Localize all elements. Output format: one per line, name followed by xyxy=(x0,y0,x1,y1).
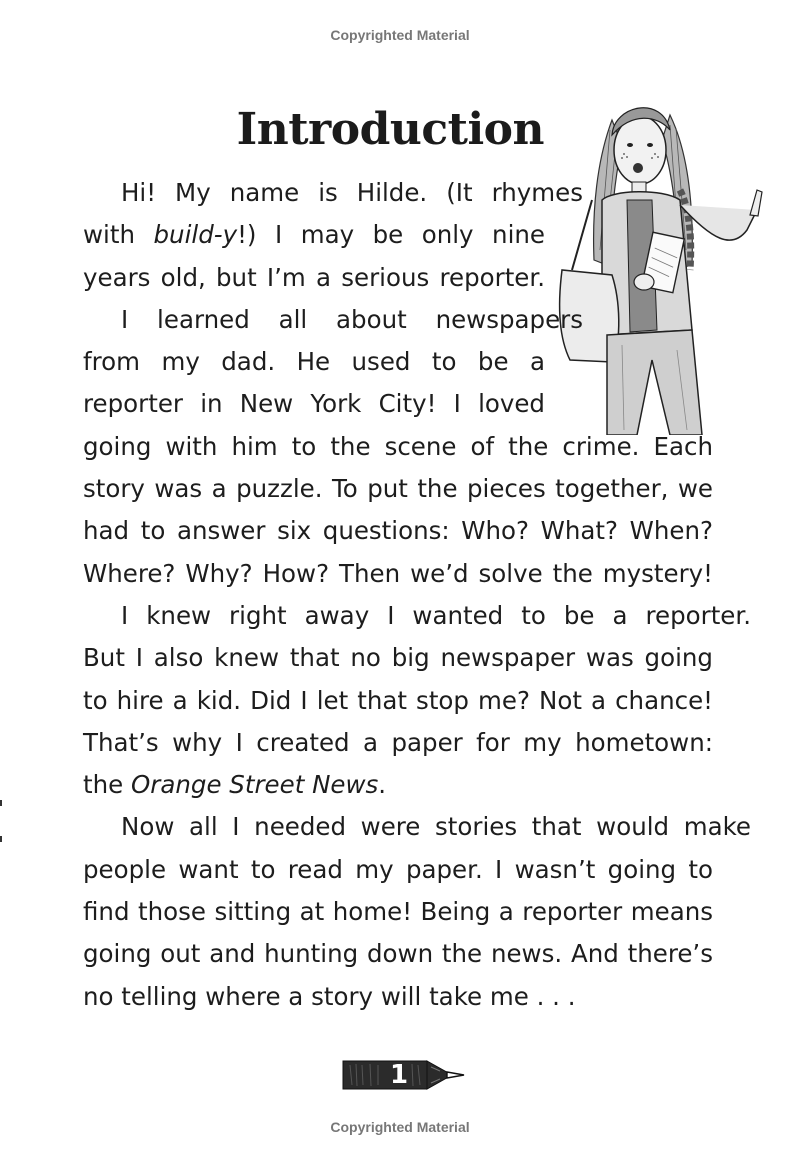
paragraph-line: going with him to the scene of the crime. Each xyxy=(83,431,713,461)
introduction-body xyxy=(83,172,751,1018)
paragraph-line: reporter in New York City! I loved xyxy=(83,389,545,419)
paragraph-line: story was a puzzle. To put the pieces together, we xyxy=(83,474,713,504)
paragraph-line: I knew right away I wanted to be a reporter. xyxy=(121,600,751,630)
paragraph-line: with build-y!) I may be only nine xyxy=(83,220,545,250)
paragraph-line: find those sitting at home! Being a reporter means xyxy=(83,897,713,927)
paragraph-line: That’s why I created a paper for my hometown: xyxy=(83,727,713,757)
paragraph-line: Where? Why? How? Then we’d solve the mystery! xyxy=(83,558,713,588)
margin-mark xyxy=(0,836,2,842)
copyright-watermark-top: Copyrighted Material xyxy=(330,27,470,43)
paragraph-line: had to answer six questions: Who? What? When? xyxy=(83,516,713,546)
paragraph-line: Hi! My name is Hilde. (It rhymes xyxy=(121,178,583,207)
paragraph-line: no telling where a story will take me . . . xyxy=(83,981,576,1011)
copyright-watermark-bottom: Copyrighted Material xyxy=(330,1119,470,1135)
paragraph-line: the Orange Street News. xyxy=(83,770,387,800)
paragraph-line: But I also knew that no big newspaper was going xyxy=(83,643,713,673)
paragraph-line: to hire a kid. Did I let that stop me? Not a chance! xyxy=(83,685,713,715)
paragraph-line: from my dad. He used to be a xyxy=(83,347,545,377)
paragraph-line: Now all I needed were stories that would make xyxy=(121,812,751,842)
paragraph-line: people want to read my paper. I wasn’t going to xyxy=(83,854,713,884)
page-number: 1 xyxy=(389,1060,409,1090)
chapter-title: Introduction xyxy=(236,104,544,155)
margin-mark xyxy=(0,800,2,806)
paragraph-line: I learned all about newspapers xyxy=(121,304,583,334)
paragraph-line: going out and hunting down the news. And there’s xyxy=(83,939,713,969)
paragraph-line: years old, but I’m a serious reporter. xyxy=(83,262,545,292)
